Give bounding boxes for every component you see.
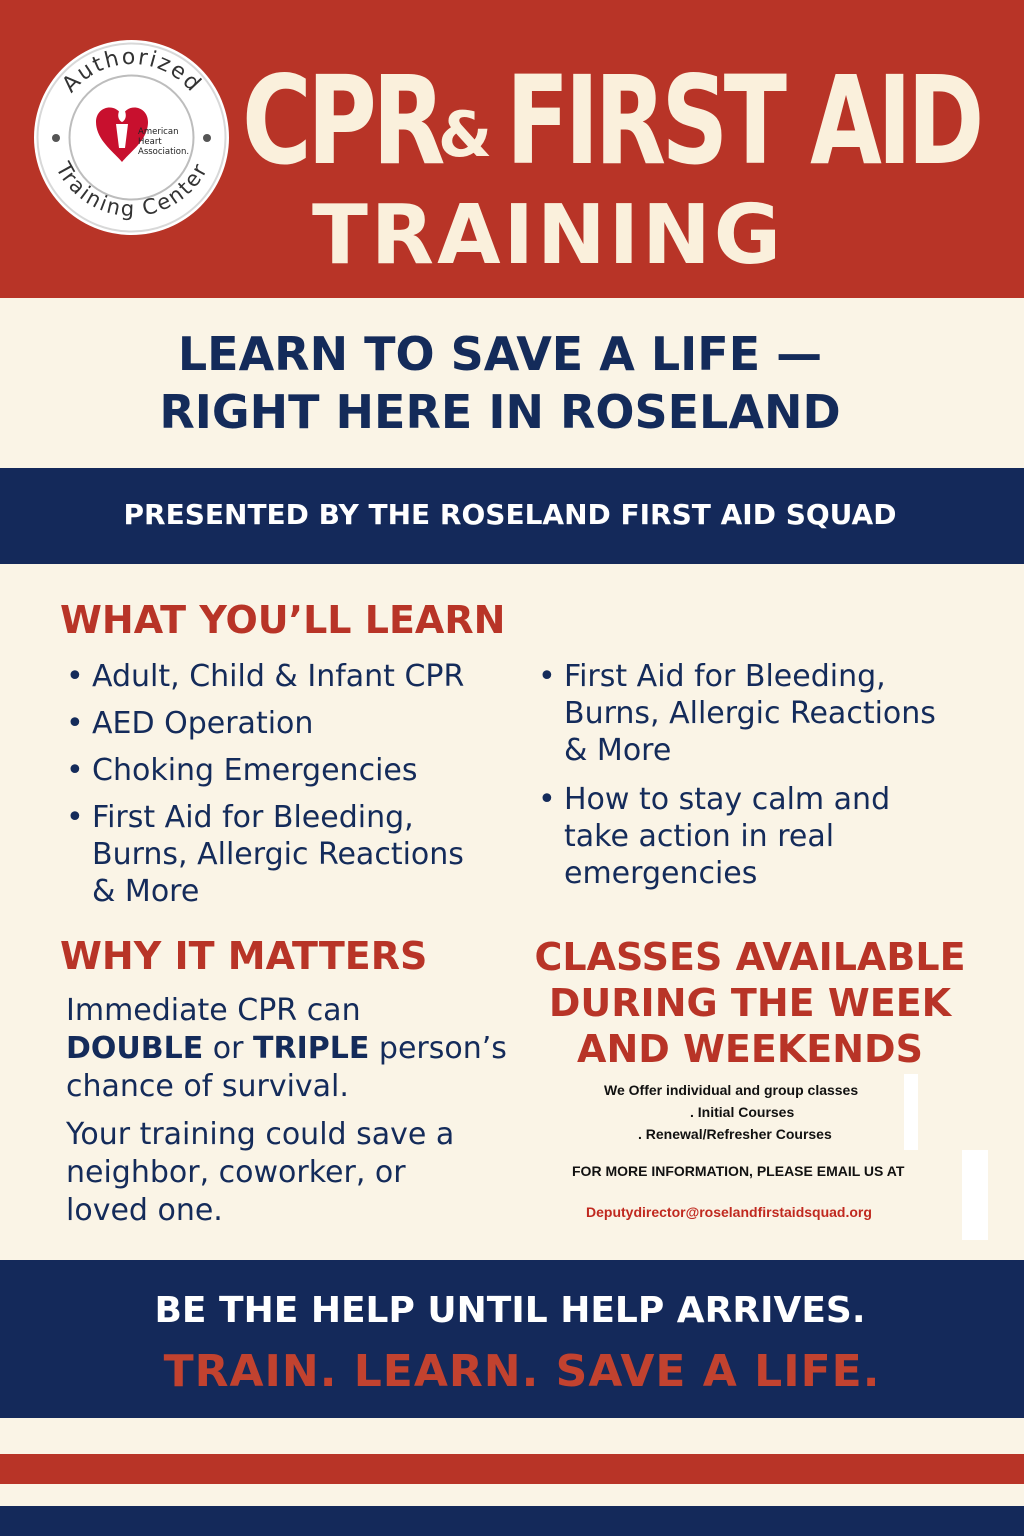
badge-graphic xyxy=(34,40,229,235)
badge-logo-text-2: Heart xyxy=(138,137,162,147)
title-cpr: CPR xyxy=(242,50,441,192)
cream-stripe xyxy=(0,1418,1024,1454)
renewal-courses-text: . Renewal/Refresher Courses xyxy=(638,1126,832,1142)
learn-list-right xyxy=(534,658,964,902)
list-item: • AED Operation xyxy=(66,706,314,741)
learn-section-title: WHAT YOU’LL LEARN xyxy=(60,598,506,642)
footer-tagline: TRAIN. LEARN. SAVE A LIFE. xyxy=(163,1346,881,1397)
page-title xyxy=(236,50,996,192)
list-item: • Choking Emergencies xyxy=(66,753,418,788)
header-band xyxy=(0,0,1024,298)
footer-band xyxy=(0,1260,1024,1418)
presenter-banner xyxy=(0,468,1024,564)
title-ampersand: & xyxy=(438,98,493,171)
triple-emphasis: TRIPLE xyxy=(253,1031,370,1066)
white-patch xyxy=(962,1150,988,1240)
white-patch xyxy=(904,1074,918,1150)
footer-slogan: BE THE HELP UNTIL HELP ARRIVES. xyxy=(154,1290,866,1331)
why-section-title: WHY IT MATTERS xyxy=(60,934,428,978)
more-info-text: FOR MORE INFORMATION, PLEASE EMAIL US AT xyxy=(572,1163,905,1179)
classes-title: CLASSES AVAILABLE DURING THE WEEK AND WEEKENDS xyxy=(534,935,966,1071)
title-first-aid: FIRST AID xyxy=(506,50,980,192)
learn-list-left xyxy=(62,658,502,920)
badge-top-text: Authorized xyxy=(57,44,207,98)
why-paragraph-2: Your training could save a neighbor, coworker, or loved one. xyxy=(66,1117,455,1228)
list-item: • First Aid for Bleeding, Burns, Allergic Reactions & More xyxy=(538,659,936,768)
why-paragraph-1: Immediate CPR can DOUBLE or TRIPLE person’s chance of survival. xyxy=(66,993,507,1104)
list-item: • First Aid for Bleeding, Burns, Allergic Reactions & More xyxy=(66,800,464,909)
initial-courses-text: . Initial Courses xyxy=(690,1104,795,1120)
navy-stripe xyxy=(0,1506,1024,1536)
double-emphasis: DOUBLE xyxy=(66,1031,204,1066)
presenter-text: PRESENTED BY THE ROSELAND FIRST AID SQUAD xyxy=(123,498,897,531)
aha-training-center-badge xyxy=(34,40,229,235)
list-item: • Adult, Child & Infant CPR xyxy=(66,659,465,694)
contact-email-link[interactable]: Deputydirector@roselandfirstaidsquad.org xyxy=(586,1204,872,1220)
cream-stripe xyxy=(0,1484,1024,1506)
headline xyxy=(0,325,1000,441)
red-stripe xyxy=(0,1454,1024,1484)
badge-logo-text-1: American xyxy=(138,127,179,137)
offer-text: We Offer individual and group classes xyxy=(604,1082,859,1098)
badge-bottom-text: Training Center xyxy=(51,158,213,222)
headline-line-2: RIGHT HERE IN ROSELAND xyxy=(159,385,841,439)
title-training: TRAINING xyxy=(312,188,785,283)
badge-logo-text-3: Association. xyxy=(138,147,190,157)
list-item: • How to stay calm and take action in real emergencies xyxy=(538,782,891,891)
headline-line-1: LEARN TO SAVE A LIFE — xyxy=(177,327,823,381)
